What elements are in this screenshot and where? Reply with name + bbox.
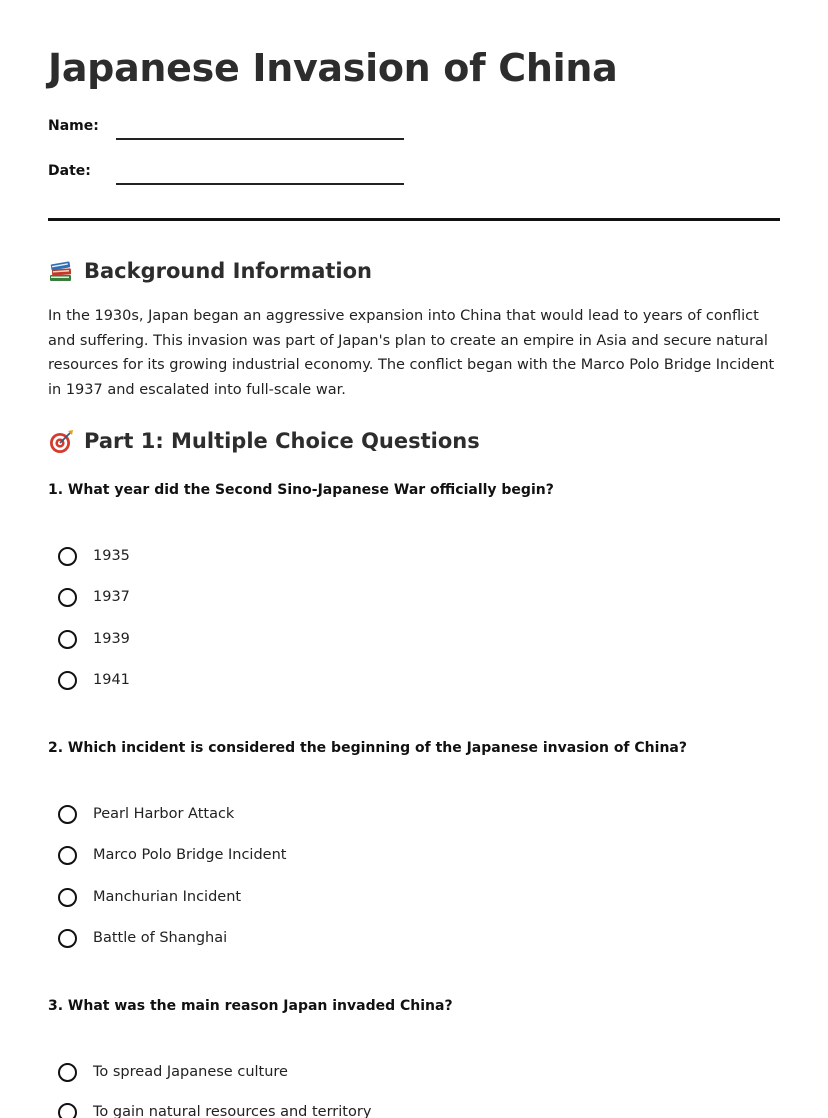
part1-heading-text: Part 1: Multiple Choice Questions	[84, 429, 480, 453]
option-label: 1939	[93, 631, 130, 647]
name-field-row	[48, 118, 408, 148]
question-1	[48, 482, 780, 688]
q1-option-3[interactable]	[58, 627, 130, 651]
target-icon	[48, 428, 74, 454]
name-label: Name:	[48, 118, 99, 134]
books-icon	[48, 258, 74, 284]
q2-option-4[interactable]	[58, 926, 227, 950]
radio-button[interactable]	[58, 888, 77, 907]
option-label: 1937	[93, 589, 130, 605]
option-label: To spread Japanese culture	[93, 1064, 288, 1080]
date-input-line[interactable]	[116, 183, 404, 185]
radio-button[interactable]	[58, 846, 77, 865]
q3-option-2[interactable]	[58, 1100, 371, 1118]
name-input-line[interactable]	[116, 138, 404, 140]
radio-button[interactable]	[58, 1063, 77, 1082]
q3-option-1[interactable]	[58, 1060, 288, 1084]
q2-option-2[interactable]	[58, 843, 286, 867]
radio-button[interactable]	[58, 805, 77, 824]
option-label: 1935	[93, 548, 130, 564]
radio-button[interactable]	[58, 929, 77, 948]
option-label: Marco Polo Bridge Incident	[93, 847, 287, 863]
question-2	[48, 740, 780, 946]
date-label: Date:	[48, 163, 91, 179]
part1-heading	[48, 428, 480, 454]
option-label: To gain natural resources and territory	[93, 1104, 372, 1118]
q2-option-3[interactable]	[58, 885, 241, 909]
radio-button[interactable]	[58, 630, 77, 649]
q1-option-1[interactable]	[58, 544, 130, 568]
option-label: Manchurian Incident	[93, 889, 242, 905]
question-3-text: 3. What was the main reason Japan invaded China?	[48, 998, 453, 1014]
page-title: Japanese Invasion of China	[48, 46, 618, 90]
date-field-row	[48, 163, 408, 193]
header-divider	[48, 218, 780, 221]
background-heading	[48, 258, 372, 284]
q1-option-2[interactable]	[58, 585, 130, 609]
radio-button[interactable]	[58, 671, 77, 690]
q2-option-1[interactable]	[58, 802, 234, 826]
option-label: Battle of Shanghai	[93, 930, 228, 946]
question-2-text: 2. Which incident is considered the beginning of the Japanese invasion of China?	[48, 740, 687, 756]
q1-option-4[interactable]	[58, 668, 130, 692]
background-heading-text: Background Information	[84, 259, 373, 283]
question-3	[48, 998, 780, 1118]
option-label: Pearl Harbor Attack	[93, 806, 235, 822]
radio-button[interactable]	[58, 1103, 77, 1118]
option-label: 1941	[93, 672, 130, 688]
question-1-text: 1. What year did the Second Sino-Japanese War officially begin?	[48, 482, 554, 498]
radio-button[interactable]	[58, 547, 77, 566]
radio-button[interactable]	[58, 588, 77, 607]
background-paragraph: In the 1930s, Japan began an aggressive expansion into China that would lead to years of conflict and suffering. This invasion was part of Japan's plan to create an empire in Asia and secure natural resources for its growing industrial economy. The conflict began with the Marco Polo Bridge Incident in 1937 and escalated into full-scale war.	[48, 308, 775, 399]
